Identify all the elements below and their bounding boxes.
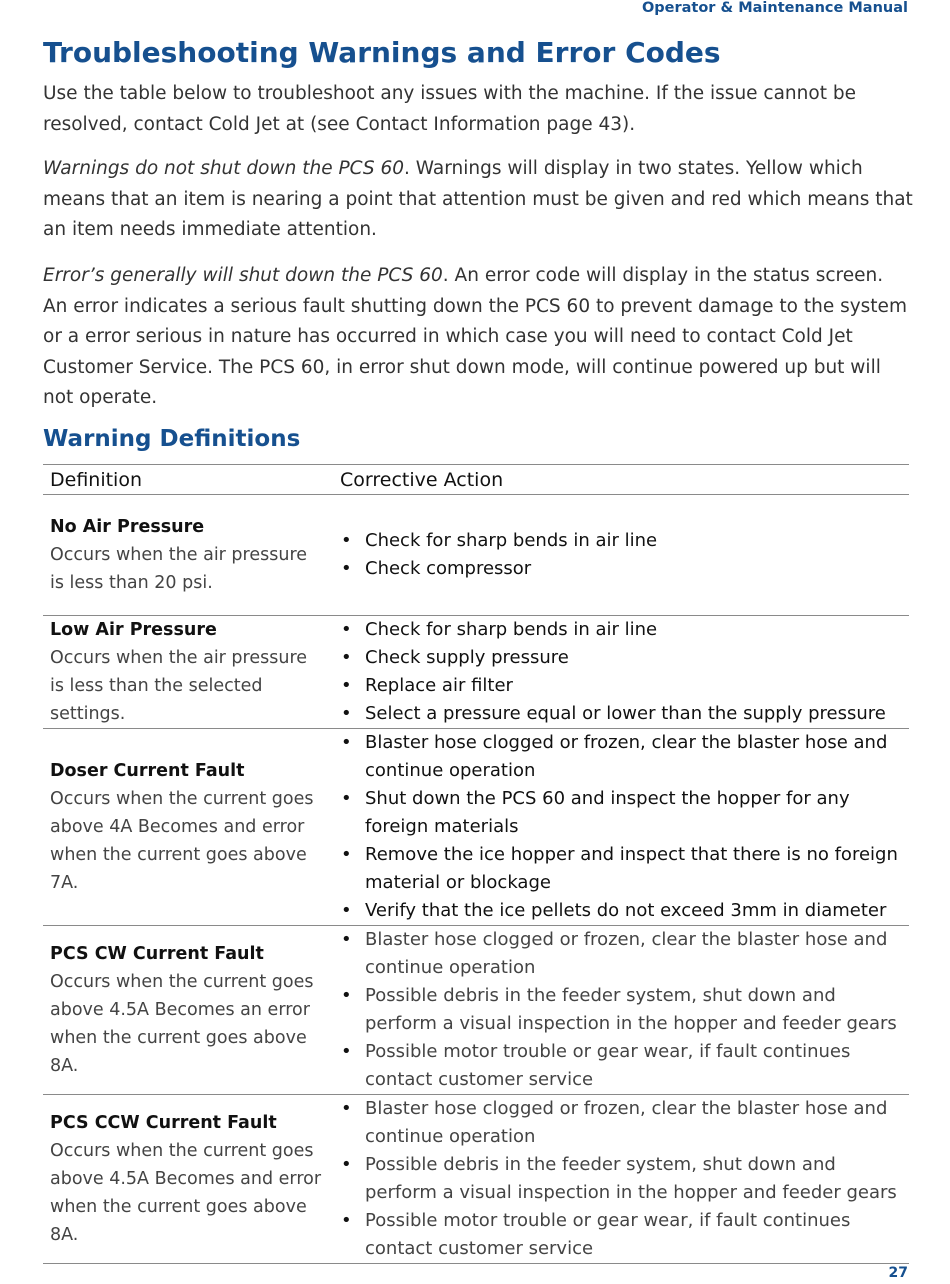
warning-name: PCS CW Current Fault [50, 944, 264, 964]
action-cell [333, 616, 909, 729]
warning-name: Low Air Pressure [50, 620, 217, 640]
action-list [340, 616, 902, 728]
action-item: • Possible debris in the feeder system, shut down and perform a visual inspection in the hopper and feeder gears [340, 1151, 902, 1207]
action-item: • Blaster hose clogged or frozen, clear the blaster hose and continue operation [340, 729, 902, 785]
table-row [43, 616, 909, 729]
action-column-header: Corrective Action [333, 465, 909, 495]
action-cell [333, 1095, 909, 1264]
running-header: Operator & Maintenance Manual [641, 0, 908, 16]
action-cell [333, 729, 909, 926]
errors-paragraph [43, 261, 913, 414]
action-list [340, 926, 902, 1094]
warning-description: Occurs when the current goes above 4.5A Becomes an error when the current goes above 8A. [50, 972, 314, 1076]
action-item: • Possible debris in the feeder system, shut down and perform a visual inspection in the hopper and feeder gears [340, 982, 902, 1038]
warning-definitions-table [43, 464, 909, 1264]
action-cell [333, 495, 909, 616]
table-row [43, 729, 909, 926]
warning-description: Occurs when the air pressure is less than the selected settings. [50, 648, 308, 724]
warnings-paragraph [43, 154, 913, 246]
action-list [340, 729, 902, 925]
action-item: • Check supply pressure [340, 644, 902, 672]
action-item: • Select a pressure equal or lower than the supply pressure [340, 700, 902, 728]
action-item: • Check for sharp bends in air line [340, 527, 902, 555]
errors-text: . An error code will display in the status screen. An error indicates a serious fault shutting down the PCS 60 to prevent damage to the system or a error serious in nature has occurred in which case you will need to contact Cold Jet Customer Service. The PCS 60, in error shut down mode, will continue powered up but will not operate. [43, 265, 907, 408]
action-cell [333, 926, 909, 1095]
definition-cell [43, 616, 333, 729]
page-number: 27 [888, 1265, 908, 1281]
table-row [43, 1095, 909, 1264]
definition-column-header: Definition [43, 465, 333, 495]
table-row [43, 926, 909, 1095]
warnings-text: . Warnings will display in two states. Yellow which means that an item is nearing a point that attention must be given and red which means that an item needs immediate attention. [43, 158, 913, 240]
definition-cell [43, 926, 333, 1095]
intro-paragraph: Use the table below to troubleshoot any issues with the machine. If the issue cannot be resolved, contact Cold Jet at (see Contact Information page 43). [43, 83, 856, 135]
section-title: Warning Definitions [43, 426, 301, 452]
definition-cell [43, 495, 333, 616]
action-item: • Blaster hose clogged or frozen, clear the blaster hose and continue operation [340, 926, 902, 982]
table-row [43, 495, 909, 616]
warning-name: Doser Current Fault [50, 761, 245, 781]
action-item: • Check for sharp bends in air line [340, 616, 902, 644]
action-item: • Possible motor trouble or gear wear, if fault continues contact customer service [340, 1038, 902, 1094]
definition-cell [43, 1095, 333, 1264]
action-item: • Replace air filter [340, 672, 902, 700]
action-item: • Possible motor trouble or gear wear, if fault continues contact customer service [340, 1207, 902, 1263]
warning-name: No Air Pressure [50, 517, 205, 537]
action-item: • Blaster hose clogged or frozen, clear the blaster hose and continue operation [340, 1095, 902, 1151]
page-title: Troubleshooting Warnings and Error Codes [43, 36, 721, 69]
action-item: • Verify that the ice pellets do not exceed 3mm in diameter [340, 897, 902, 925]
action-list [340, 1095, 902, 1263]
warning-description: Occurs when the current goes above 4.5A Becomes and error when the current goes above 8A. [50, 1141, 322, 1245]
table-header-row [43, 465, 909, 495]
warning-description: Occurs when the air pressure is less than 20 psi. [50, 545, 308, 593]
action-list [340, 527, 902, 583]
action-item: • Check compressor [340, 555, 902, 583]
action-item: • Shut down the PCS 60 and inspect the hopper for any foreign materials [340, 785, 902, 841]
definition-cell [43, 729, 333, 926]
errors-emphasis: Error’s generally will shut down the PCS 60 [43, 265, 443, 286]
action-item: • Remove the ice hopper and inspect that there is no foreign material or blockage [340, 841, 902, 897]
warning-name: PCS CCW Current Fault [50, 1113, 277, 1133]
warnings-emphasis: Warnings do not shut down the PCS 60 [43, 158, 405, 179]
warning-description: Occurs when the current goes above 4A Becomes and error when the current goes above 7A. [50, 789, 314, 893]
